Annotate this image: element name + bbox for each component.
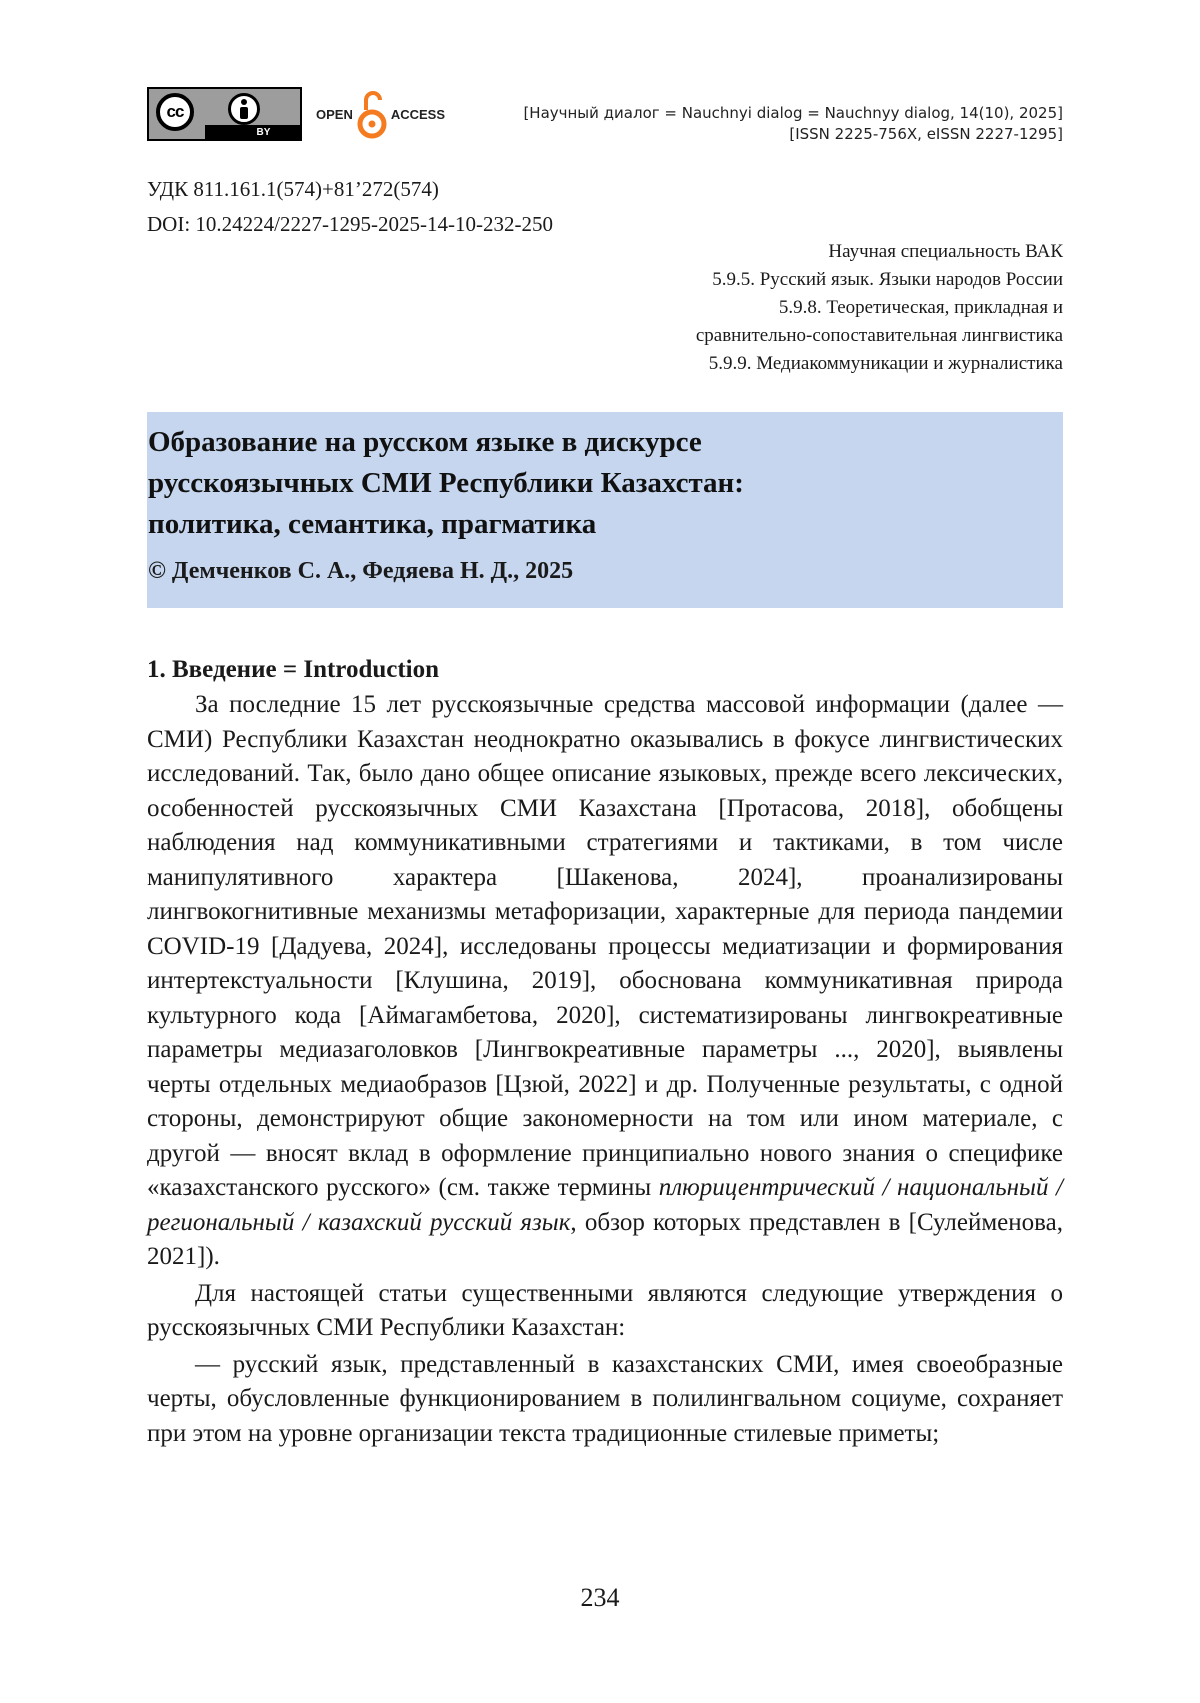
vak-specialty-block — [696, 238, 1063, 378]
by-label: BY — [205, 125, 300, 139]
cc-by-license-badge — [147, 87, 302, 141]
vak-line: сравнительно-сопоставительная лингвистика — [695, 325, 1063, 346]
italic-terms: плюрицентрический / национальный / региональный / казахский русский язык — [147, 1174, 1063, 1236]
open-lock-icon — [357, 86, 387, 142]
body-list-item: — русский язык, представленный в казахстанских СМИ, имея своеобразные черты, обусловленные функционированием в полилингвальном социуме, сохраняет при этом на уровне организации текста традиционные стилевые приметы; — [147, 1350, 1063, 1447]
article-body — [147, 688, 1063, 1453]
vak-line: 5.9.8. Теоретическая, прикладная и — [778, 297, 1063, 318]
open-access-logo — [316, 86, 445, 142]
page-number: 234 — [580, 1583, 620, 1612]
journal-line: [Научный диалог = Nauchnyi dialog = Nauchnyy dialog, 14(10), 2025] — [523, 104, 1063, 122]
vak-line: 5.9.9. Медиакоммуникации и журналистика — [708, 353, 1063, 374]
body-paragraph — [147, 688, 1063, 1275]
vak-line: Научная специальность ВАК — [828, 241, 1063, 262]
article-title: Образование на русском языке в дискурсе русскоязычных СМИ Республики Казахстан: политика, семантика, прагматика — [148, 426, 744, 540]
issn-line: [ISSN 2225-756X, eISSN 2227-1295] — [789, 125, 1063, 143]
paragraph-text: , обзор которых представлен в [Сулейменова, 2021]). — [147, 1208, 1063, 1270]
article-authors: © Демченков С. А., Федяева Н. Д., 2025 — [148, 558, 574, 584]
doi: DOI: 10.24224/2227-1295-2025-14-10-232-250 — [147, 212, 553, 236]
open-access-right-text: ACCESS — [390, 106, 446, 122]
udk-code: УДК 811.161.1(574)+81’272(574) — [147, 177, 439, 201]
vak-line: 5.9.5. Русский язык. Языки народов России — [712, 269, 1063, 290]
body-paragraph: Для настоящей статьи существенными являются следующие утверждения о русскоязычных СМИ Республики Казахстан: — [147, 1279, 1063, 1341]
paragraph-text: За последние 15 лет русскоязычные средства массовой информации (далее — СМИ) Республики Казахстан неоднократно оказывались в фокусе лингвистических исследований. Так, было дано общее описание языковых, прежде всего лексических, особенностей русскоязычных СМИ Казахстана [Протасова, 2018], обобщены наблюдения над коммуникативными стратегиями и тактиками, в том числе манипулятивного характера [Шакенова, 2024], проанализированы лингвокогнитивные механизмы метафоризации, характерные для периода пандемии COVID-19 [Дадуева, 2024], исследованы процессы медиатизации и формирования интертекстуальности [Клушина, 2019], обоснована коммуникативная природа культурного кода [Аймагамбетова, 2020], систематизированы лингвокреативные параметры медиазаголовков [Лингвокреативные параметры ..., 2020], выявлены черты отдельных медиаобразов [Цзюй, 2022] и др. Полученные результаты, с одной стороны, демонстрируют общие закономерности на том или ином материале, с другой — вносят вклад в оформление принципиально нового знания о специфике «казахстанского русского» (см. также термины — [147, 691, 1063, 1201]
open-access-left-text: OPEN — [316, 106, 353, 122]
title-block — [147, 412, 1063, 608]
journal-citation — [523, 103, 1063, 145]
section-heading: 1. Введение = Introduction — [147, 656, 440, 683]
attribution-person-icon — [228, 93, 260, 125]
creative-commons-icon: cc — [156, 93, 194, 131]
